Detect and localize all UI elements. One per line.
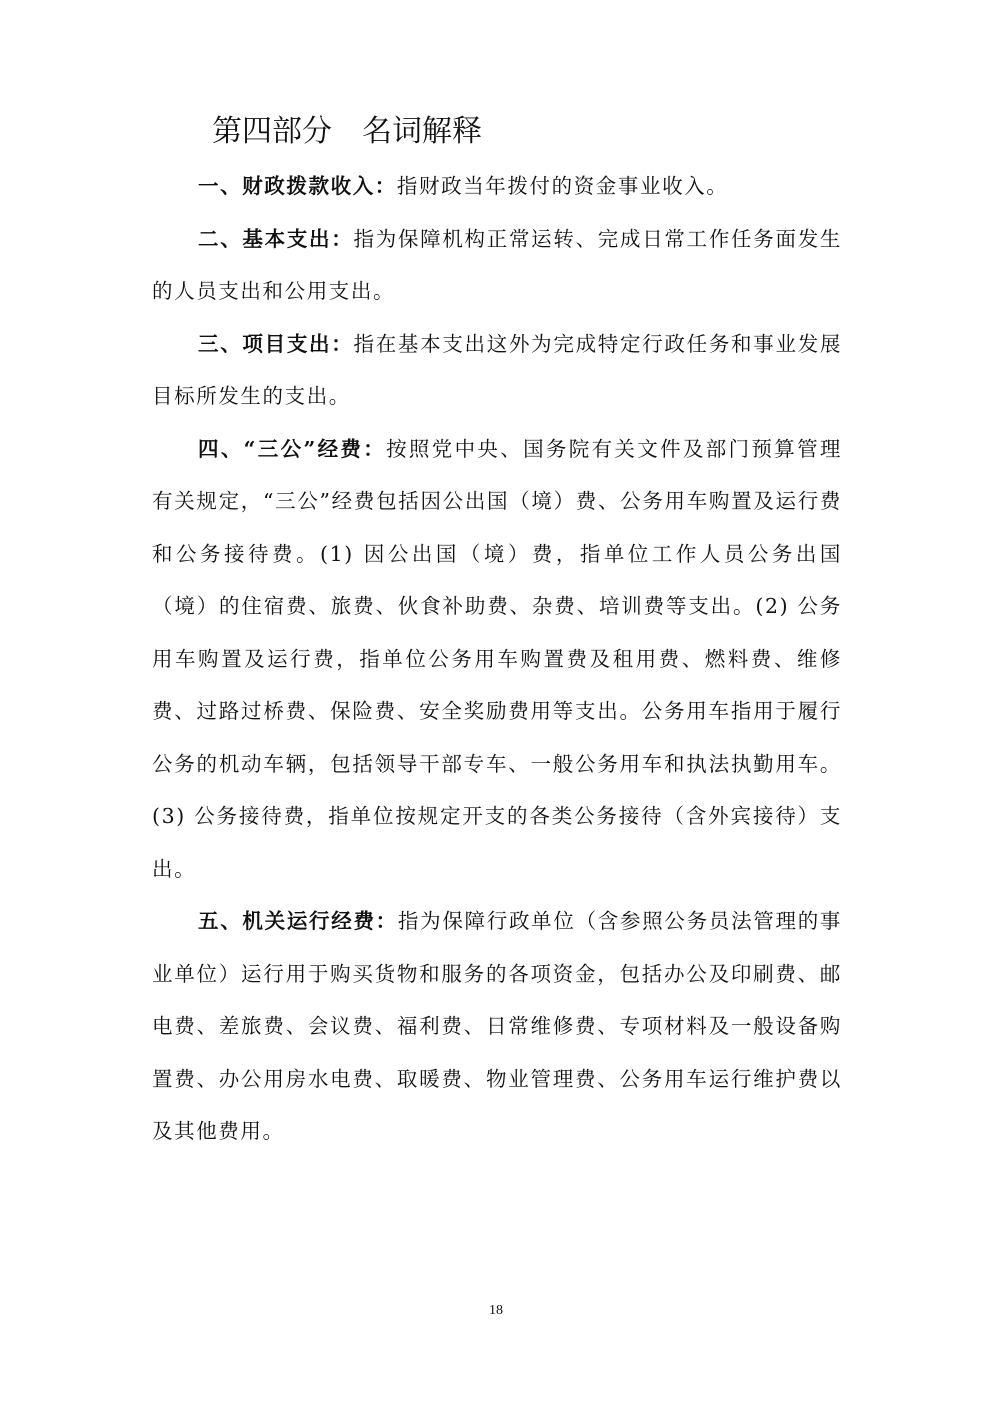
definition-text: 指财政当年拨付的资金事业收入。 <box>396 174 729 198</box>
definition-term: 一、财政拨款收入： <box>198 174 397 198</box>
definition-text: 指为保障行政单位（含参照公务员法管理的事业单位）运行用于购买货物和服务的各项资金，包括办公及印刷费、邮电费、差旅费、会议费、福利费、日常维修费、专项材料及一般设备购置费、办公用房水电费、取暖费、物业管理费、公务用车运行维护费以及其他费用。 <box>152 909 843 1143</box>
definition-text: 按照党中央、国务院有关文件及部门预算管理有关规定，“三公”经费包括因公出国（境）费、公务用车购置及运行费和公务接待费。(1) 因公出国（境）费，指单位工作人员公务出国（境）的住宿费、旅费、伙食补助费、杂费、培训费等支出。(2) 公务用车购置及运行费，指单位公务用车购置费及租用费、燃料费、维修费、过路过桥费、保险费、安全奖励费用等支出。公务用车指用于履行公务的机动车辆，包括领导干部专车、一般公务用车和执法执勤用车。(3) 公务接待费，指单位按规定开支的各类公务接待（含外宾接待）支出。 <box>152 436 842 881</box>
definitions-body <box>152 160 842 1158</box>
definition-text: 指在基本支出这外为完成特定行政任务和事业发展目标所发生的支出。 <box>152 331 843 408</box>
definition-term: 二、基本支出： <box>198 226 354 251</box>
definition-term: 五、机关运行经费： <box>198 909 398 933</box>
definition-paragraph <box>152 160 842 213</box>
definition-paragraph <box>152 213 842 318</box>
definition-term: 四、“三公”经费： <box>198 436 387 461</box>
definition-paragraph <box>152 423 842 896</box>
section-heading: 第四部分 名词解释 <box>212 114 482 149</box>
definition-paragraph <box>152 318 842 423</box>
definition-paragraph <box>152 895 842 1158</box>
definition-term: 三、项目支出： <box>198 331 354 356</box>
page-number: 18 <box>489 1303 503 1318</box>
definition-text: 指为保障机构正常运转、完成日常工作任务面发生的人员支出和公用支出。 <box>152 226 843 303</box>
